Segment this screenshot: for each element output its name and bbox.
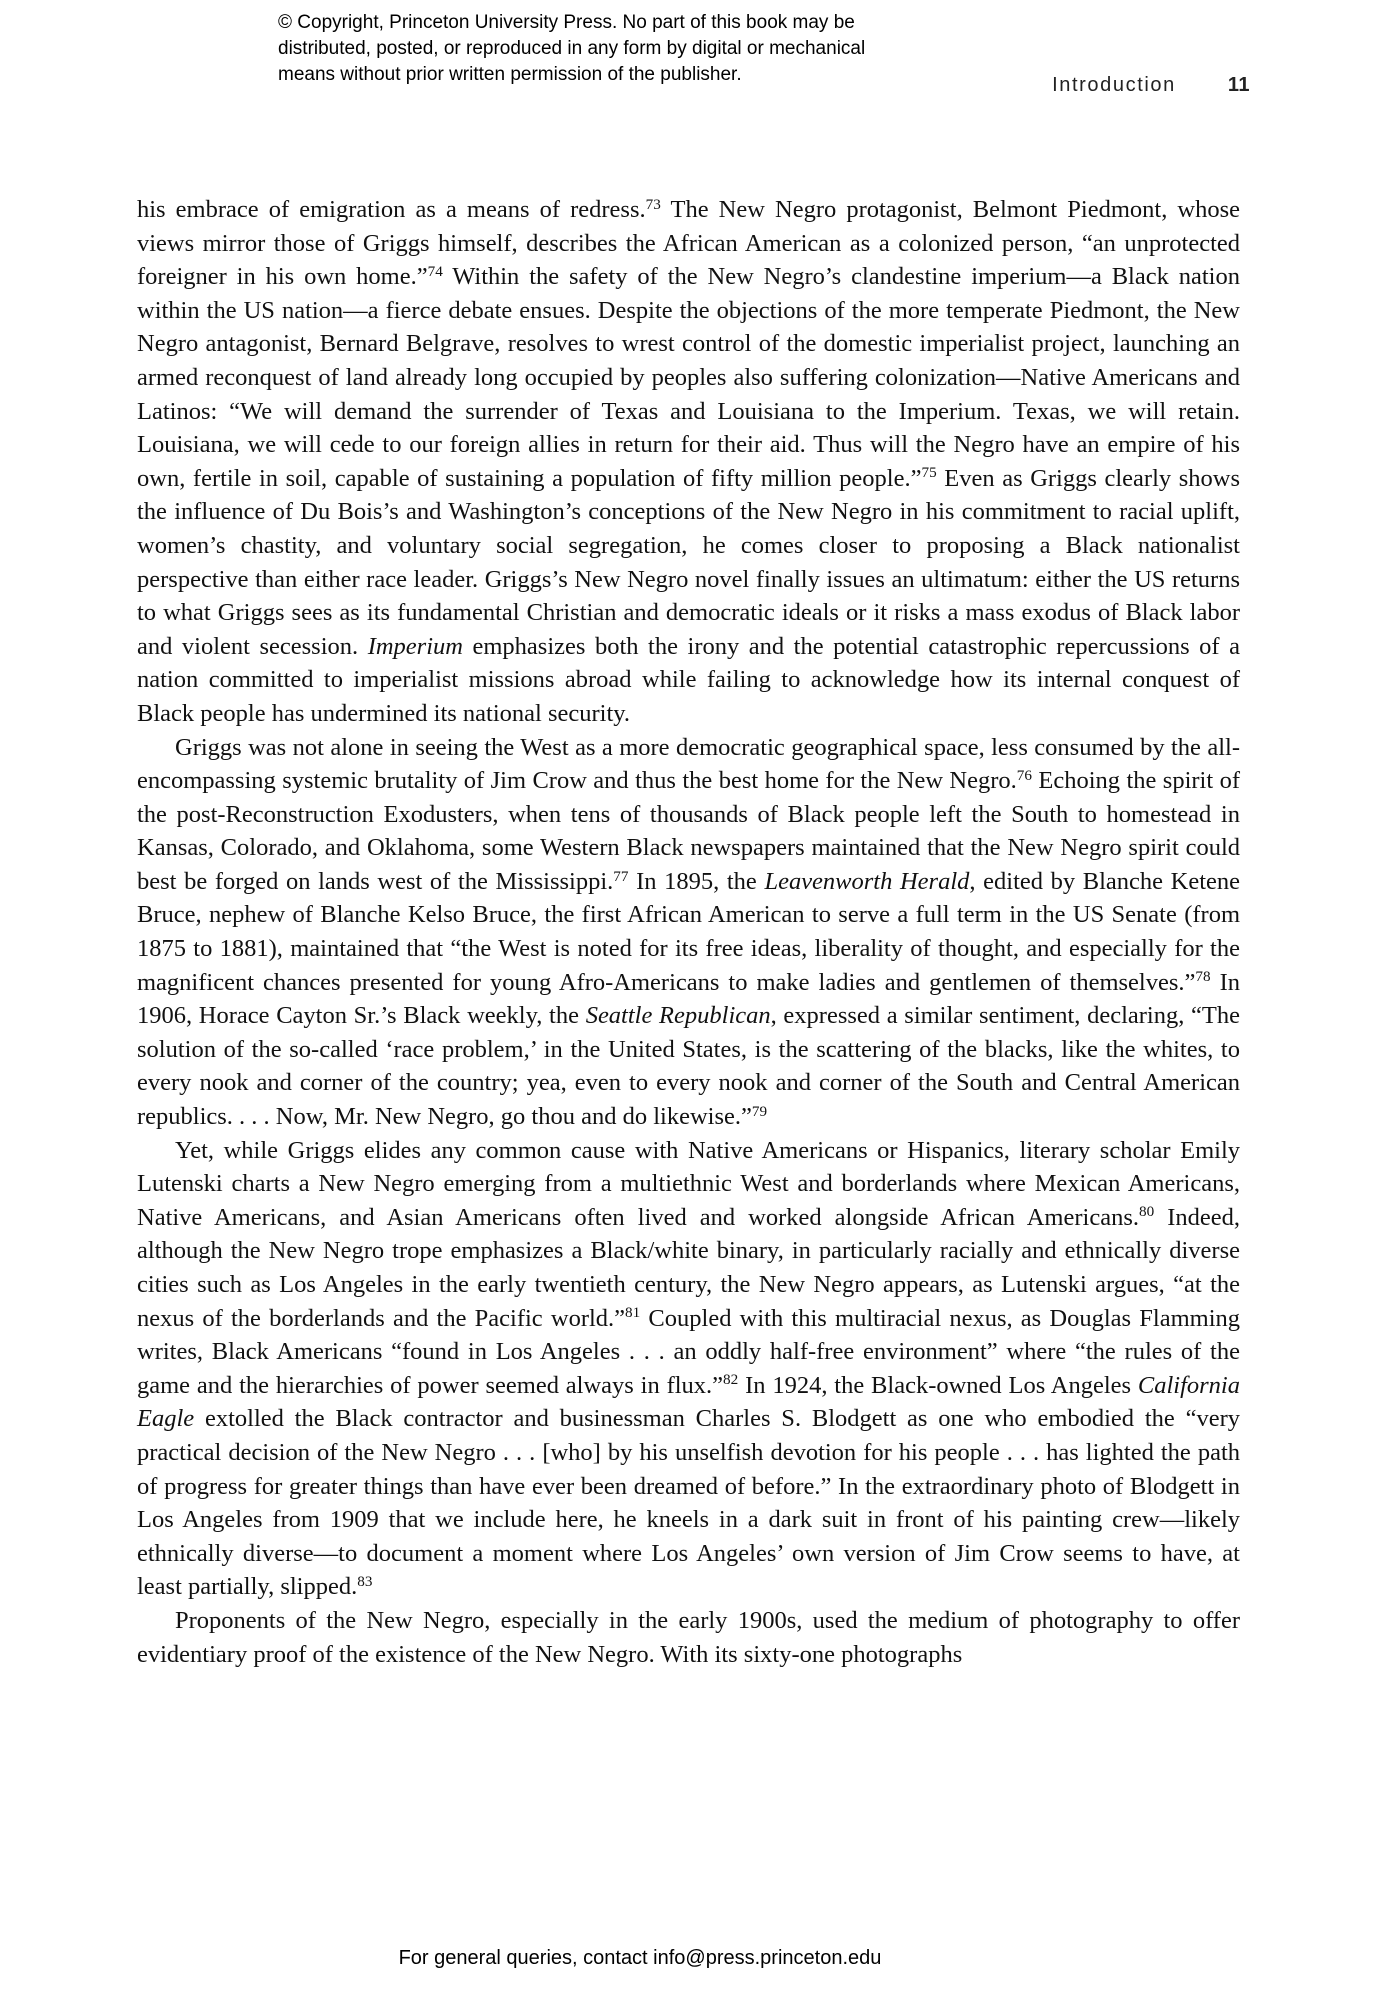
footnote-reference: 74 bbox=[427, 262, 443, 280]
text-run: Yet, while Griggs elides any common cause with Native Americans or Hispanics, literary scholar Emily Lutenski charts a New Negro emerging from a multiethnic West and borderlands where Mexican Americans, Native Americans, and Asian Americans often lived and worked alongside African Americans. bbox=[137, 1136, 1240, 1231]
italic-title: Seattle Republican bbox=[585, 1002, 771, 1030]
body-text bbox=[137, 193, 1240, 1671]
text-run: Within the safety of the New Negro’s clandestine imperium—a Black nation within the US nation—a fierce debate ensues. Despite the objections of the more temperate Piedmont, the New Negro antagonist, Bernard Belgrave, resolves to wrest control of the domestic imperialist project, launching an armed reconquest of land already long occupied by peoples also suffering colonization—Native Americans and Latinos: “We will demand the surrender of Texas and Louisiana to the Imperium. Texas, we will retain. Louisiana, we will cede to our foreign allies in return for their aid. Thus will the Negro have an empire of his own, fertile in soil, capable of sustaining a population of fifty million people.” bbox=[137, 263, 1240, 492]
italic-title: California Eagle bbox=[137, 1371, 1240, 1433]
text-run: Indeed, although the New Negro trope emphasizes a Black/white binary, in particularly racially and ethnically diverse cities such as Los Angeles in the early twentieth century, the New Negro appears, as Lutenski argues, “at the nexus of the borderlands and the Pacific world.” bbox=[137, 1203, 1240, 1332]
text-run: , edited by Blanche Ketene Bruce, nephew of Blanche Kelso Bruce, the first African American to serve a full term in the US Senate (from 1875 to 1881), maintained that “the West is noted for its free ideas, liberality of thought, and especially for the magnificent chances presented for young Afro-Americans to make ladies and gentlemen of themselves.” bbox=[137, 867, 1241, 996]
footnote-reference: 73 bbox=[645, 195, 661, 213]
footnote-reference: 78 bbox=[1195, 968, 1211, 986]
footnote-reference: 80 bbox=[1138, 1203, 1155, 1221]
text-run: Griggs was not alone in seeing the West as a more democratic geographical space, less consumed by the all-encompassing systemic brutality of Jim Crow and thus the best home for the New Negro. bbox=[137, 733, 1240, 795]
page-number: 11 bbox=[1227, 74, 1250, 96]
text-run: extolled the Black contractor and businessman Charles S. Blodgett as one who embodied the “very practical decision of the New Negro . . . [who] by his unselfish devotion for his people . . . has lighted the path of progress for greater things than have ever been dreamed of before.” In the extraordinary photo of Blodgett in Los Angeles from 1909 that we include here, he kneels in a dark suit in front of his painting crew—likely ethnically diverse—to document a moment where Los Angeles’ own version of Jim Crow seems to have, at least partially, slipped. bbox=[137, 1405, 1240, 1601]
text-run: his embrace of emigration as a means of redress. bbox=[137, 196, 646, 223]
paragraph bbox=[137, 731, 1240, 1134]
italic-title: Imperium bbox=[367, 632, 463, 660]
text-run: In 1895, the bbox=[628, 867, 765, 895]
footnote-reference: 82 bbox=[723, 1371, 739, 1389]
chapter-title: Introduction bbox=[1052, 74, 1176, 96]
footnote-reference: 83 bbox=[357, 1573, 373, 1590]
text-run: Coupled with this multiracial nexus, as Douglas Flamming writes, Black Americans “found in Los Angeles . . . an oddly half-free environment” where “the rules of the game and the hierarchies of power seemed always in flux.” bbox=[137, 1304, 1241, 1399]
queries-footer: For general queries, contact info@press.princeton.edu bbox=[398, 1947, 882, 1969]
footnote-reference: 81 bbox=[625, 1304, 641, 1322]
copyright-line: distributed, posted, or reproduced in any form by digital or mechanical bbox=[278, 38, 866, 59]
copyright-line: © Copyright, Princeton University Press. No part of this book may be bbox=[278, 12, 855, 33]
paragraph bbox=[137, 1604, 1240, 1671]
footnote-reference: 79 bbox=[751, 1102, 768, 1120]
footnote-reference: 77 bbox=[613, 867, 629, 885]
text-run: In 1924, the Black-owned Los Angeles bbox=[738, 1371, 1138, 1399]
text-run: The New Negro protagonist, Belmont Piedmont, whose views mirror those of Griggs himself, describes the African American as a colonized person, “an unprotected foreigner in his own home.” bbox=[137, 196, 1241, 291]
italic-title: Leavenworth Herald bbox=[764, 867, 970, 895]
running-header bbox=[1052, 74, 1250, 97]
text-run: Echoing the spirit of the post-Reconstruction Exodusters, when tens of thousands of Black people left the South to homestead in Kansas, Colorado, and Oklahoma, some Western Black newspapers maintained that the New Negro spirit could best be forged on lands west of the Mississippi. bbox=[137, 767, 1240, 895]
copyright-line: means without prior written permission of the publisher. bbox=[278, 64, 742, 85]
footnote-reference: 76 bbox=[1016, 766, 1032, 784]
paragraph bbox=[137, 1134, 1240, 1604]
text-run: Proponents of the New Negro, especially in the early 1900s, used the medium of photography to offer evidentiary proof of the existence of the New Negro. With its sixty-one photographs bbox=[137, 1606, 1240, 1668]
text-run: , expressed a similar sentiment, declaring, “The solution of the so-called ‘race problem,’ in the United States, is the scattering of the blacks, like the whites, to every nook and corner of the country; yea, even to every nook and corner of the South and Central American republics. . . . Now, Mr. New Negro, go thou and do likewise.” bbox=[137, 1002, 1241, 1131]
text-run: Even as Griggs clearly shows the influence of Du Bois’s and Washington’s conceptions of the New Negro in his commitment to racial uplift, women’s chastity, and voluntary social segregation, he comes closer to proposing a Black nationalist perspective than either race leader. Griggs’s New Negro novel finally issues an ultimatum: either the US returns to what Griggs sees as its fundamental Christian and democratic ideals or it risks a mass exodus of Black labor and violent secession. bbox=[137, 464, 1240, 660]
footnote-reference: 75 bbox=[921, 464, 937, 482]
copyright-notice bbox=[278, 10, 865, 88]
text-run: emphasizes both the irony and the potential catastrophic repercussions of a nation committed to imperialist missions abroad while failing to acknowledge how its internal conquest of Black people has undermined its national security. bbox=[137, 632, 1240, 727]
text-run: In 1906, Horace Cayton Sr.’s Black weekly, the bbox=[137, 968, 1240, 1030]
paragraph bbox=[137, 193, 1240, 731]
